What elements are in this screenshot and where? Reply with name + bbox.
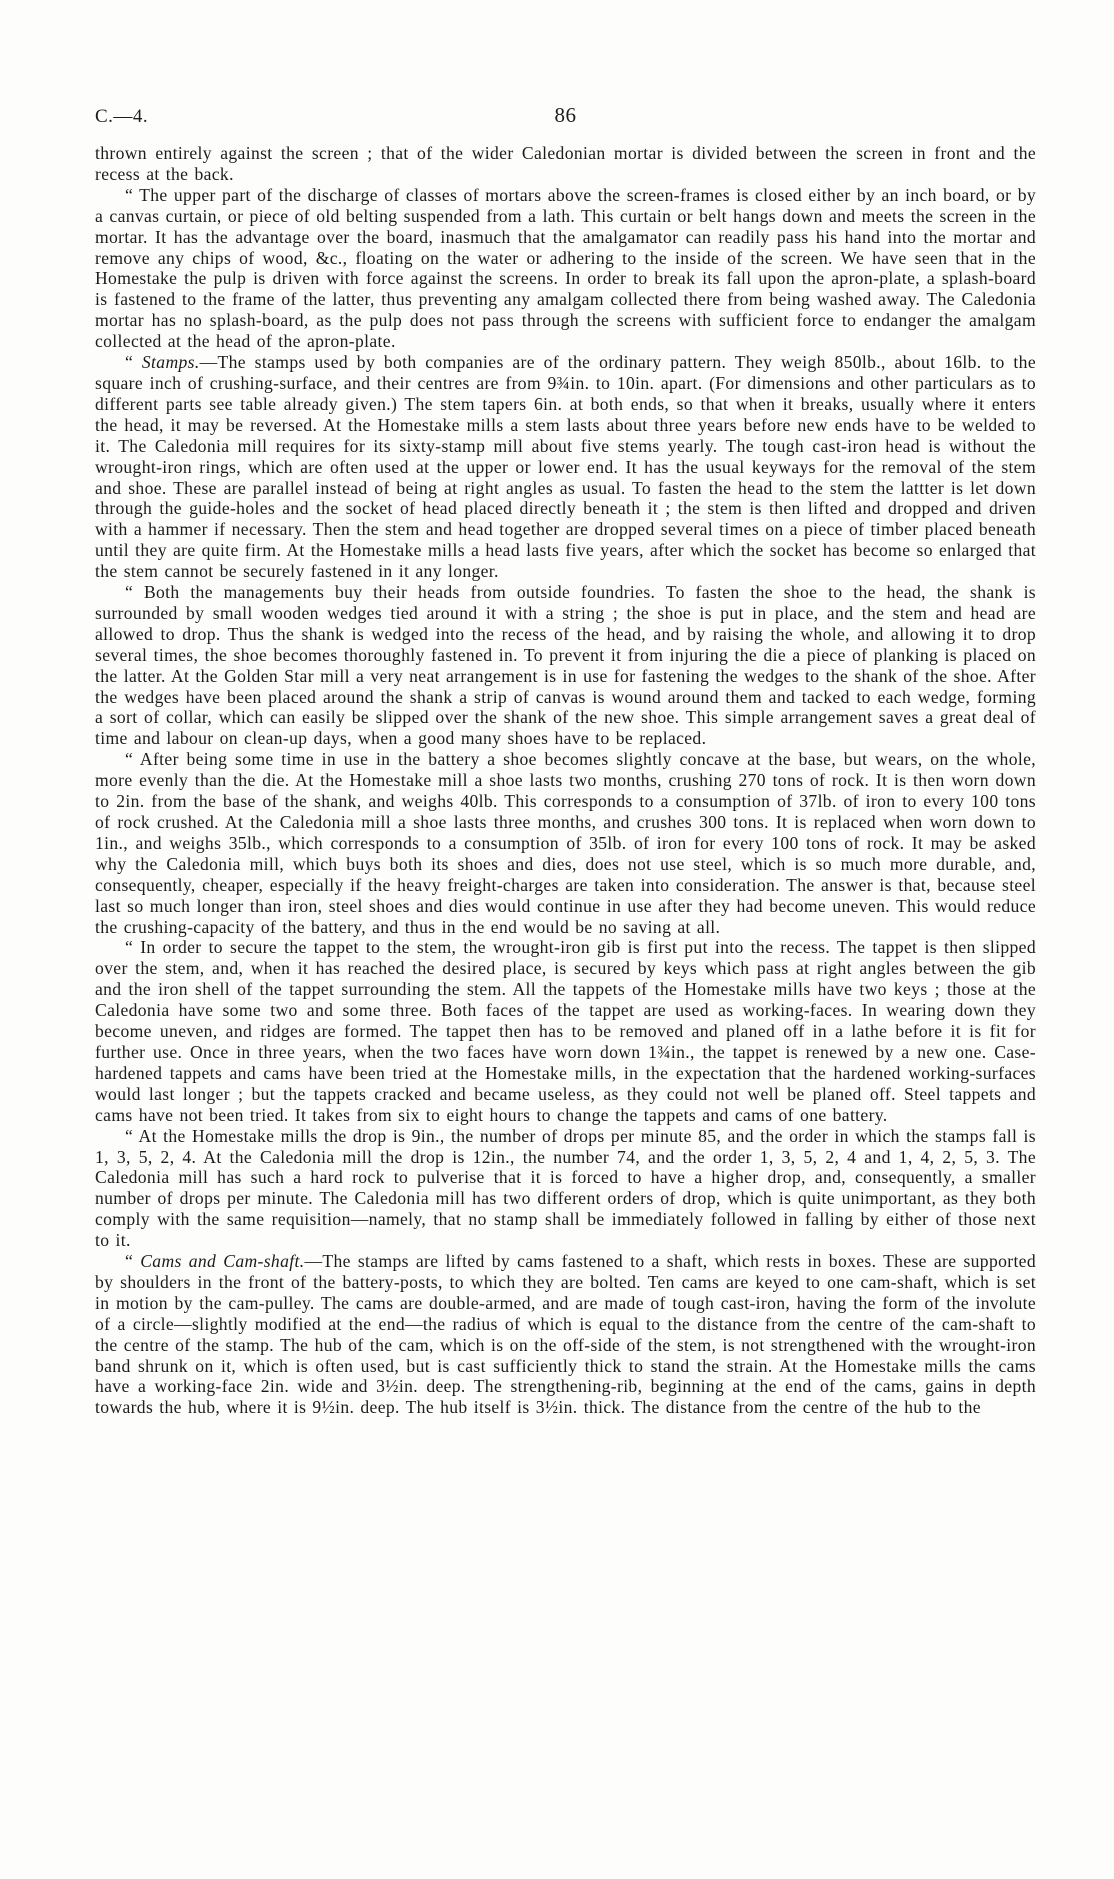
quote-mark: “	[125, 1251, 141, 1272]
paragraph	[95, 749, 1036, 937]
quote-mark: “	[125, 749, 140, 770]
paragraph-text: After being some time in use in the battery a shoe becomes slightly concave at the base, but wears, on the whole, more evenly than the die. At the Homestake mill a shoe lasts two months, crushing 270 tons of rock. It is then worn down to 2in. from the base of the shank, and weighs 40lb. This corresponds to a consumption of 37lb. of iron to every 100 tons of rock crushed. At the Caledonia mill a shoe lasts three months, and crushes 300 tons. It is replaced when worn down to 1in., and weighs 35lb., which corresponds to a consumption of 35lb. of iron for every 100 tons of rock. It may be asked why the Caledonia mill, which buys both its shoes and dies, does not use steel, which is so much more durable, and, consequently, cheaper, especially if the heavy freight-charges are taken into consideration. The answer is that, because steel last so much longer than iron, steel shoes and dies would continue in use after they had become uneven. This would reduce the crushing-capacity of the battery, and thus in the end would be no saving at all.	[95, 749, 1036, 937]
quote-mark: “	[125, 937, 141, 958]
paragraph	[95, 185, 1036, 352]
paragraph-lead-italic: Cams and Cam-shaft.	[140, 1251, 305, 1272]
paragraph	[95, 1251, 1036, 1418]
paragraph-text: —The stamps are lifted by cams fastened to a shaft, which rests in boxes. These are supported by shoulders in the front of the battery-posts, to which they are bolted. Ten cams are keyed to one cam-shaft, which is set in motion by the cam-pulley. The cams are double-armed, and are made of tough cast-iron, having the form of the involute of a circle—slightly modified at the end—the radius of which is equal to the distance from the centre of the cam-shaft to the centre of the stamp. The hub of the cam, which is on the off-side of the stem, is not strengthened with the wrought-iron band shrunk on it, which is often used, but is cast sufficiently thick to stand the strain. At the Homestake mills the cams have a working-face 2in. wide and 3½in. deep. The strengthening-rib, beginning at the end of the cams, gains in depth towards the hub, where it is 9½in. deep. The hub itself is 3½in. thick. The distance from the centre of the hub to the	[95, 1251, 1036, 1418]
document-reference: C.—4.	[95, 106, 149, 127]
paragraph	[95, 582, 1036, 749]
paragraph	[95, 937, 1036, 1125]
paragraph-text: —The stamps used by both companies are of the ordinary pattern. They weigh 850lb., about 16lb. to the square inch of crushing-surface, and their centres are from 9¾in. to 10in. apart. (For dimensions and other particulars as to different parts see table already given.) The stem tapers 6in. at both ends, so that when it breaks, usually where it enters the head, it may be reversed. At the Homestake mills a stem lasts about three years before new ends have to be welded to it. The Caledonia mill requires for its sixty-stamp mill about five stems yearly. The tough cast-iron head is without the wrought-iron rings, which are often used at the upper or lower end. It has the usual keyways for the removal of the stem and shoe. These are parallel instead of being at right angles as usual. To fasten the head to the stem the lattter is let down through the guide-holes and the socket of head placed directly beneath it ; the stem is then lifted and dropped and driven with a hammer if necessary. Then the stem and head together are dropped several times on a piece of timber placed beneath until they are quite firm. At the Homestake mills a head lasts five years, after which the socket has become so enlarged that the stem cannot be securely fastened in it any longer.	[95, 352, 1036, 582]
paragraph-text: In order to secure the tappet to the stem, the wrought-iron gib is first put into the recess. The tappet is then slipped over the stem, and, when it has reached the desired place, is secured by keys which pass at right angles between the gib and the iron shell of the tappet surrounding the stem. All the tappets of the Homestake mills have two keys ; those at the Caledonia have some two and some three. Both faces of the tappet are used as working-faces. In wearing down they become uneven, and ridges are formed. The tappet then has to be removed and planed off in a lathe before it is fit for further use. Once in three years, when the two faces have worn down 1¾in., the tappet is renewed by a new one. Case-hardened tappets and cams have been tried at the Homestake mills, in the expectation that the hardened working-surfaces would last longer ; but the tappets cracked and became useless, as they could not well be planed off. Steel tappets and cams have not been tried. It takes from six to eight hours to change the tappets and cams of one battery.	[95, 937, 1036, 1125]
paragraph	[95, 143, 1036, 185]
body-text	[95, 143, 1036, 1418]
paragraph	[95, 352, 1036, 582]
quote-mark: “	[125, 184, 140, 205]
quote-mark: “	[125, 1125, 139, 1146]
paragraph-text: The upper part of the discharge of classes of mortars above the screen-frames is closed either by an inch board, or by a canvas curtain, or piece of old belting suspended from a lath. This curtain or belt hangs down and meets the screen in the mortar. It has the advantage over the board, inasmuch that the amalgamator can readily pass his hand into the mortar and remove any chips of wood, &c., floating on the water or adhering to the inside of the screen. We have seen that in the Homestake the pulp is driven with force against the screens. In order to break its fall upon the apron-plate, a splash-board is fastened to the frame of the latter, thus preventing any amalgam collected there from being washed away. The Caledonia mortar has no splash-board, as the pulp does not pass through the screens with sufficient force to endanger the amalgam collected at the head of the apron-plate.	[95, 184, 1036, 352]
quote-mark: “	[125, 352, 142, 373]
running-head	[95, 103, 1036, 136]
quote-mark: “	[125, 582, 144, 603]
paragraph-text: Both the managements buy their heads from outside foundries. To fasten the shoe to the head, the shank is surrounded by small wooden wedges tied around it with a string ; the shoe is put in place, and the stem and head are allowed to drop. Thus the shank is wedged into the recess of the head, and by raising the whole, and allowing it to drop several times, the shoe becomes thoroughly fastened in. To prevent it from injuring the die a piece of planking is placed on the latter. At the Golden Star mill a very neat arrangement is in use for fastening the wedges to the shank of the shoe. After the wedges have been placed around the shank a strip of canvas is wound around them and tacked to each wedge, forming a sort of collar, which can easily be slipped over the shank of the new shoe. This simple arrangement saves a great deal of time and labour on clean-up days, when a good many shoes have to be replaced.	[95, 582, 1037, 749]
paragraph	[95, 1126, 1036, 1251]
page-number: 86	[554, 103, 577, 127]
paragraph-lead-italic: Stamps.	[141, 352, 200, 373]
paragraph-text: thrown entirely against the screen ; that of the wider Caledonian mortar is divided between the screen in front and the recess at the back.	[95, 143, 1036, 184]
paragraph-text: At the Homestake mills the drop is 9in., the number of drops per minute 85, and the order in which the stamps fall is 1, 3, 5, 2, 4. At the Caledonia mill the drop is 12in., the number 74, and the order 1, 3, 5, 2, 4 and 1, 4, 2, 5, 3. The Caledonia mill has such a hard rock to pulverise that it is forced to have a higher drop, and, consequently, a smaller number of drops per minute. The Caledonia mill has two different orders of drop, which is quite unimportant, as they both comply with the same requisition—namely, that no stamp shall be immediately followed in falling by either of those next to it.	[95, 1125, 1036, 1251]
